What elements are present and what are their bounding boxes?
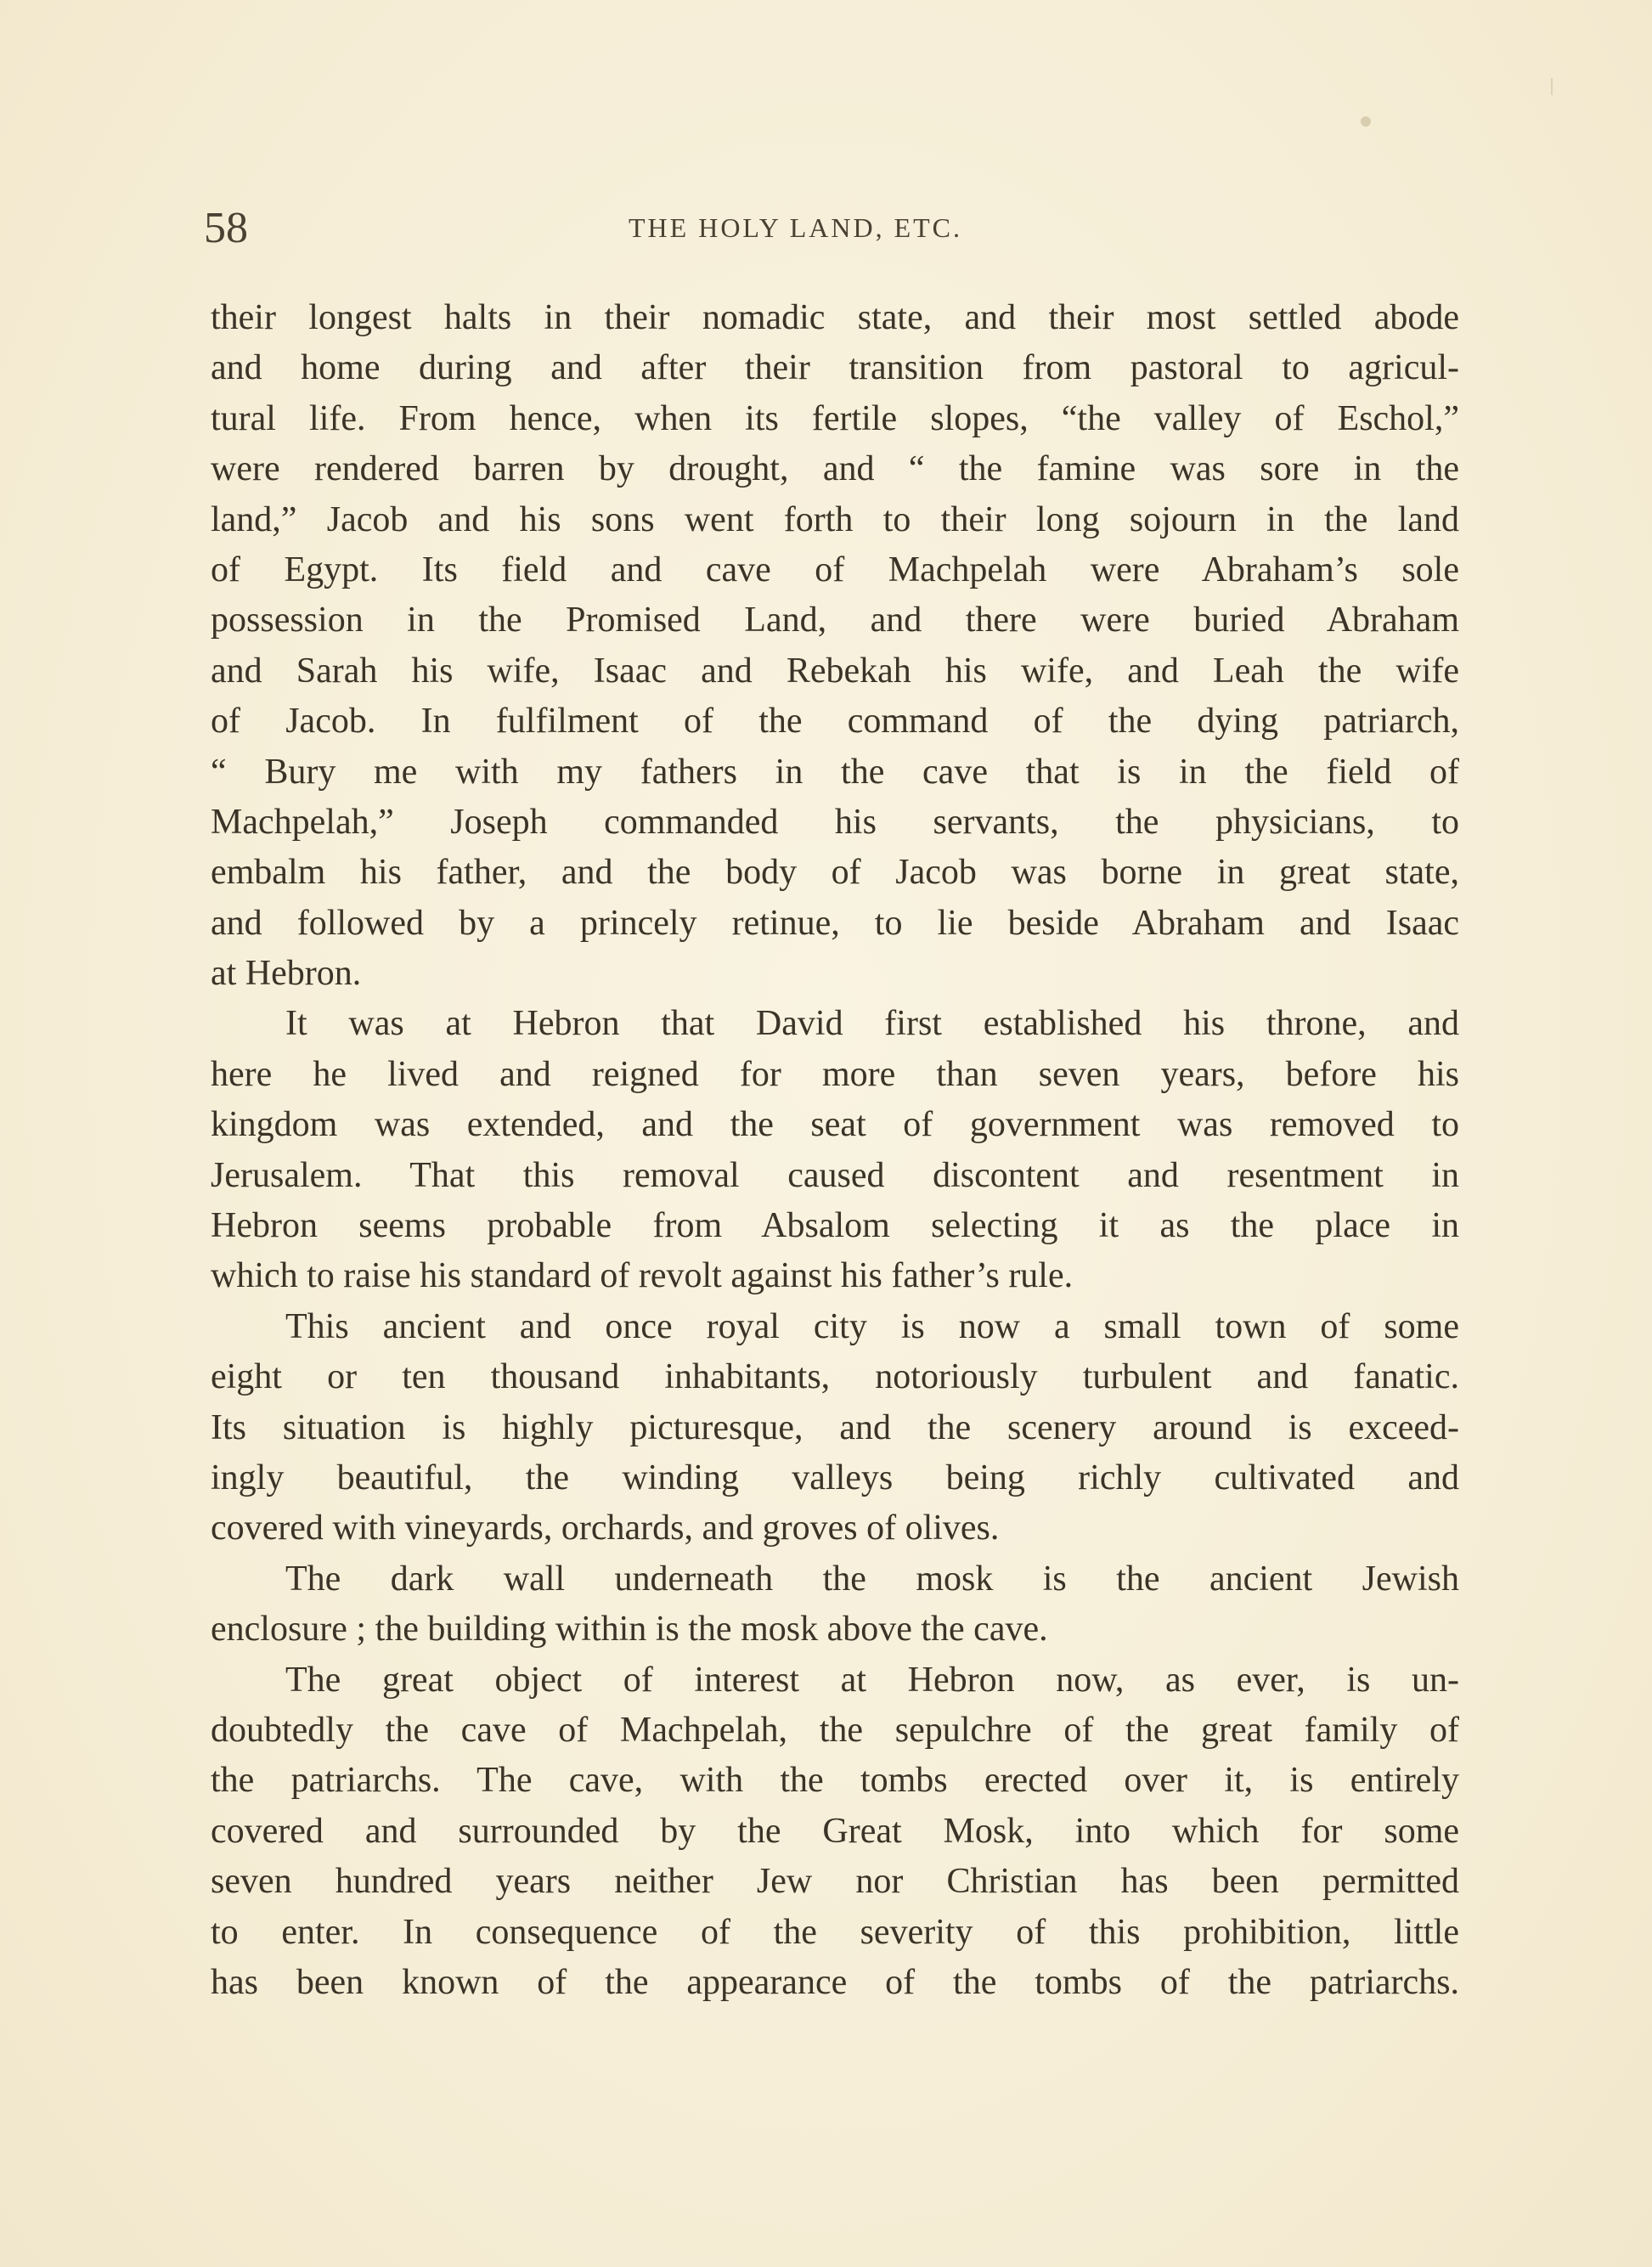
paper-smudge: [1361, 116, 1371, 127]
text-line: Jerusalem. That this removal caused discontent and resentment in: [211, 1155, 1459, 1195]
text-line: Hebron seems probable from Absalom selecting it as the place in: [211, 1206, 1459, 1246]
text-line: covered and surrounded by the Great Mosk, into which for some: [211, 1811, 1459, 1851]
text-line: ingly beautiful, the winding valleys being richly cultivated and: [211, 1458, 1459, 1497]
text-line: at Hebron.: [211, 954, 362, 994]
text-line: This ancient and once royal city is now a small town of some: [285, 1306, 1459, 1346]
text-line: here he lived and reigned for more than seven years, before his: [211, 1054, 1459, 1094]
margin-mark: [1551, 78, 1553, 95]
text-line: eight or ten thousand inhabitants, notoriously turbulent and fanatic.: [211, 1357, 1459, 1397]
running-title: THE HOLY LAND, ETC.: [629, 212, 962, 243]
text-line: and followed by a princely retinue, to lie beside Abraham and Isaac: [211, 903, 1459, 943]
text-line: possession in the Promised Land, and there were buried Abraham: [211, 601, 1459, 640]
text-line: tural life. From hence, when its fertile slopes, “the valley of Eschol,”: [211, 398, 1459, 438]
text-line: “ Bury me with my fathers in the cave that is in the field of: [211, 752, 1459, 792]
text-line: The great object of interest at Hebron now, as ever, is un-: [285, 1660, 1459, 1700]
text-line: seven hundred years neither Jew nor Christian has been permitted: [211, 1862, 1459, 1902]
text-line: of Jacob. In fulfilment of the command of the dying patriarch,: [211, 702, 1459, 742]
text-line: of Egypt. Its field and cave of Machpelah were Abraham’s sole: [211, 550, 1459, 589]
text-line: doubtedly the cave of Machpelah, the sepulchre of the great family of: [211, 1710, 1459, 1750]
page-number: 58: [204, 204, 248, 252]
text-line: Machpelah,” Joseph commanded his servants, the physicians, to: [211, 802, 1459, 842]
text-line: Its situation is highly picturesque, and the scenery around is exceed-: [211, 1407, 1459, 1447]
text-line: and home during and after their transition from pastoral to agricul-: [211, 348, 1459, 388]
text-line: It was at Hebron that David first established his throne, and: [285, 1004, 1459, 1044]
text-line: embalm his father, and the body of Jacob was borne in great state,: [211, 853, 1459, 893]
text-line: land,” Jacob and his sons went forth to their long sojourn in the land: [211, 499, 1459, 539]
body-text: [211, 293, 1459, 2008]
text-line: The dark wall underneath the mosk is the ancient Jewish: [285, 1559, 1459, 1599]
text-line: kingdom was extended, and the seat of government was removed to: [211, 1105, 1459, 1145]
text-line: which to raise his standard of revolt against his father’s rule.: [211, 1256, 1074, 1296]
text-line: enclosure ; the building within is the mosk above the cave.: [211, 1610, 1048, 1649]
text-line: has been known of the appearance of the tombs of the patriarchs.: [211, 1962, 1459, 2002]
text-line: the patriarchs. The cave, with the tombs erected over it, is entirely: [211, 1761, 1459, 1801]
text-line: to enter. In consequence of the severity of this prohibition, little: [211, 1912, 1459, 1952]
text-line: covered with vineyards, orchards, and groves of olives.: [211, 1509, 1000, 1548]
text-line: were rendered barren by drought, and “ the famine was sore in the: [211, 449, 1459, 489]
text-line: their longest halts in their nomadic state, and their most settled abode: [211, 298, 1459, 337]
text-line: and Sarah his wife, Isaac and Rebekah his wife, and Leah the wife: [211, 651, 1459, 691]
